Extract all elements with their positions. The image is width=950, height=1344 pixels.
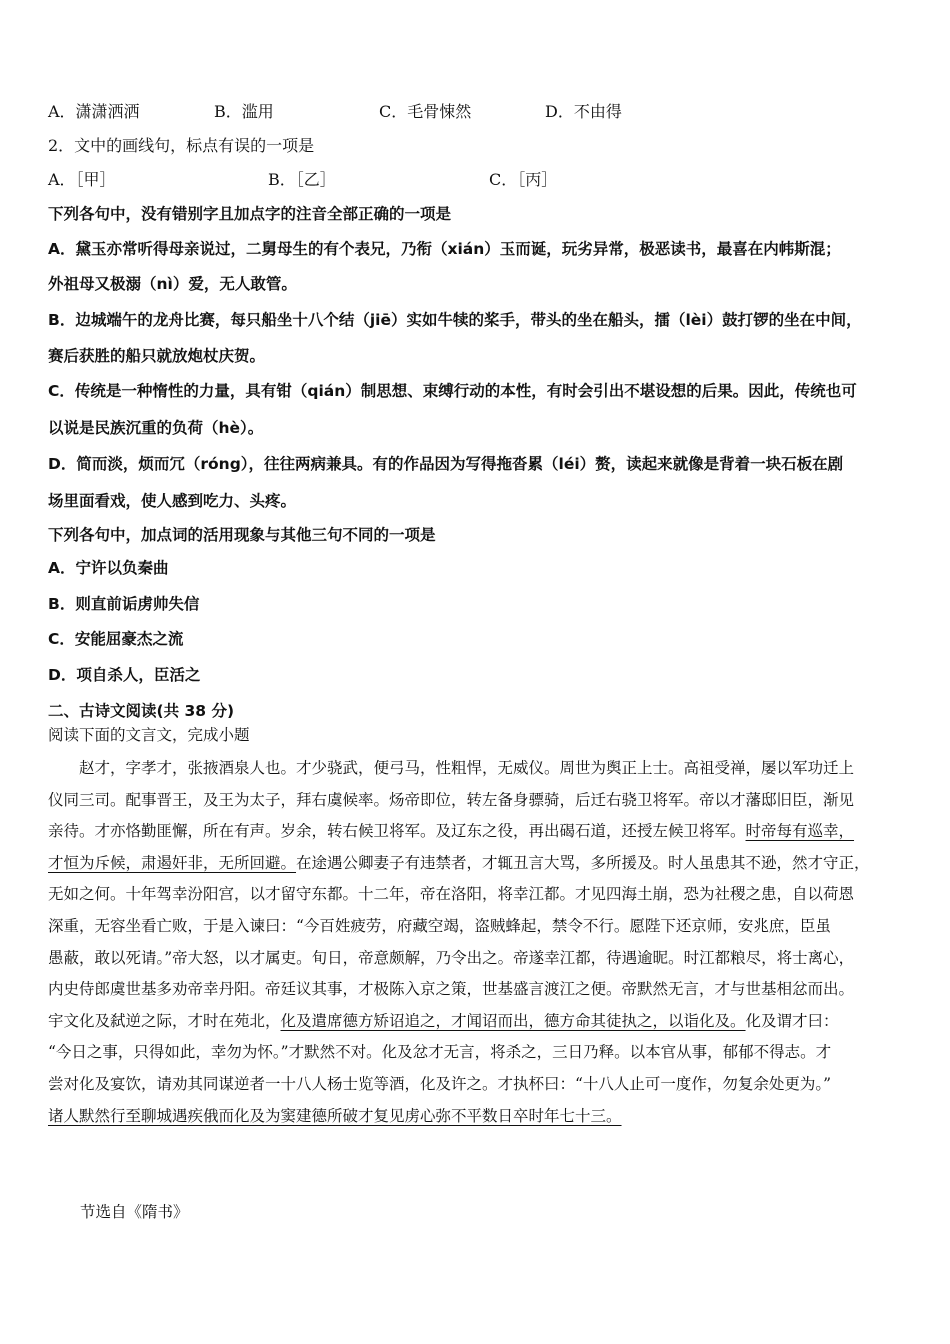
q4-option-d: D．项自杀人，臣活之	[48, 666, 201, 684]
passage-text: 在途遇公卿妻子有违禁者，才辄丑言大骂，多所援及。时人虽患其不逊，然才守正，	[296, 853, 870, 872]
q3-option-b-line2: 赛后获胜的船只就放炮杖庆贺。	[48, 347, 266, 365]
passage-line: 赵才，字孝才，张掖酒泉人也。才少骁武，便弓马，性粗悍，无威仪。周世为舆正上士。高祖受禅，屡以军功迁上	[79, 759, 855, 777]
q3-option-c-line1: C．传统是一种惰性的力量，具有钳（qián）制思想、束缚行动的本性，有时会引出不堪设想的后果。因此，传统也可	[48, 382, 857, 400]
passage-line	[48, 848, 908, 880]
q3-option-a-line1: A．黛玉亦常听得母亲说过，二舅母生的有个表兄，乃衔（xián）玉而诞，玩劣异常，极恶读书，最喜在内帏斯混；	[48, 240, 841, 258]
q3-stem: 下列各句中，没有错别字且加点字的注音全部正确的一项是	[48, 205, 452, 223]
q1-option-a: A．潇潇洒洒	[48, 102, 140, 121]
section-instruction: 阅读下面的文言文，完成小题	[48, 726, 250, 744]
underlined-sentence: 诸人默然行至聊城遇疾俄而化及为窦建德所破才复见虏心弥不平数日卒时年七十三。	[48, 1106, 622, 1125]
q2-stem: 2．文中的画线句，标点有误的一项是	[48, 136, 315, 155]
q2-option-a: A．［甲］	[48, 170, 116, 189]
underlined-sentence: 才恒为斥候，肃遏奸非，无所回避。	[48, 853, 297, 872]
passage-line	[48, 816, 908, 848]
q4-option-a: A．宁许以负秦曲	[48, 559, 169, 577]
passage-line: 尝对化及宴饮，请劝其同谋逆者一十八人杨士览等酒，化及许之。才执杯曰：“十八人止可一度作，勿复余处更为。”	[48, 1074, 832, 1093]
q3-option-a-line2: 外祖母又极溺（nì）爱，无人敢管。	[48, 275, 297, 293]
passage-source: 节选自《隋书》	[80, 1203, 189, 1221]
passage-line: “今日之事，只得如此，幸勿为怀。”才默然不对。化及忿才无言，将杀之，三日乃释。以本官从事，郁郁不得志。才	[48, 1043, 832, 1062]
passage-text: 化及谓才曰：	[745, 1011, 839, 1030]
passage-line	[48, 1101, 908, 1133]
passage-line: 深重，无容坐看亡败，于是入谏曰：“今百姓疲劳，府藏空竭，盗贼蜂起，禁令不行。愿陛下还京师，安兆庶，臣虽	[48, 916, 831, 935]
q4-option-c: C．安能屈豪杰之流	[48, 630, 184, 648]
q3-option-d-line2: 场里面看戏，使人感到吃力、头疼。	[48, 492, 297, 510]
underlined-sentence: 时帝每有巡幸，	[745, 822, 855, 841]
section-heading: 二、古诗文阅读(共 38 分)	[48, 702, 235, 720]
passage-text: 亲待。才亦恪勤匪懈，所在有声。岁余，转右候卫将军。及辽东之役，再出碣石道，还授左候卫将军。	[48, 822, 746, 841]
q4-option-b: B．则直前诟虏帅失信	[48, 595, 200, 613]
q3-option-b-line1: B．边城端午的龙舟比赛，每只船坐十八个结（jiē）实如牛犊的桨手，带头的坐在船头，擂（lèi）鼓打锣的坐在中间，	[48, 311, 862, 329]
q2-option-b: B．［乙］	[268, 170, 336, 189]
q3-option-d-line1: D．简而淡，烦而冗（róng），往往两病兼具。有的作品因为写得拖沓累（léi）赘，读起来就像是背着一块石板在剧	[48, 455, 844, 473]
q1-option-b: B．滥用	[214, 102, 274, 121]
q3-option-c-line2: 以说是民族沉重的负荷（hè）。	[48, 419, 264, 437]
passage-line: 内史侍郎虞世基多劝帝幸丹阳。帝廷议其事，才极陈入京之策，世基盛言渡江之便。帝默然无言，才与世基相忿而出。	[48, 980, 855, 999]
passage-line: 仪同三司。配事晋王，及王为太子，拜右虞候率。炀帝即位，转左备身骠骑，后迁右骁卫将军。帝以才藩邸旧臣，渐见	[48, 790, 855, 809]
q1-option-c: C．毛骨悚然	[379, 102, 472, 121]
underlined-sentence: 化及遣席德方矫诏追之，才闻诏而出，德方命其徒执之，以诣化及。	[280, 1011, 746, 1030]
passage-text: 宇文化及弑逆之际，才时在苑北，	[48, 1011, 281, 1030]
q2-option-c: C．［丙］	[489, 170, 558, 189]
q4-stem: 下列各句中，加点词的活用现象与其他三句不同的一项是	[48, 526, 436, 544]
passage-line	[48, 1006, 908, 1038]
q1-option-d: D．不由得	[545, 102, 622, 121]
classical-passage	[48, 753, 908, 1132]
passage-line: 无如之何。十年驾幸汾阳宫，以才留守东都。十二年，帝在洛阳，将幸江都。才见四海土崩，恐为社稷之患，自以荷恩	[48, 885, 855, 904]
passage-line: 愚蔽，敢以死请。”帝大怒，以才属吏。旬日，帝意颇解，乃令出之。帝遂幸江都，待遇逾昵。时江都粮尽，将士离心，	[48, 948, 855, 967]
